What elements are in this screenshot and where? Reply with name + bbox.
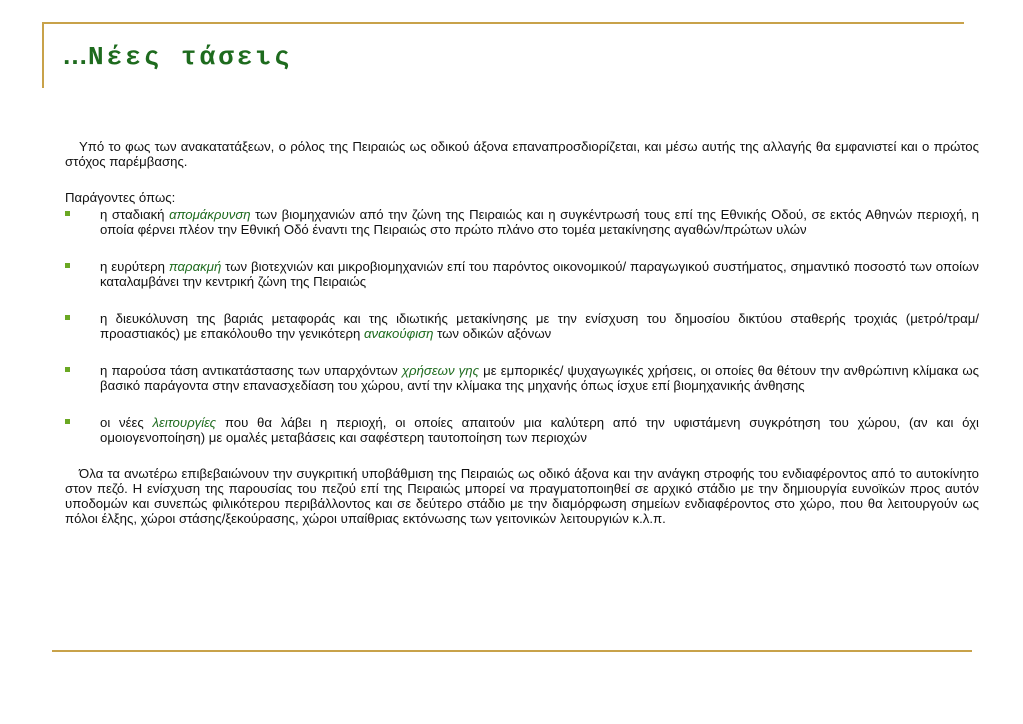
- highlight-term: χρήσεων γης: [401, 363, 480, 378]
- bullet-text: η ευρύτερη: [100, 259, 169, 274]
- square-bullet-icon: [65, 263, 70, 268]
- highlight-term: απομάκρυνση: [169, 207, 251, 222]
- intro-paragraph: Υπό το φως των ανακατατάξεων, ο ρόλος της Πειραιώς ως οδικού άξονα επαναπροσδιορίζεται, και μέσω αυτής της αλλαγής θα εμφανιστεί και ο πρώτος στόχος παρέμβασης.: [65, 139, 979, 169]
- highlight-term: παρακμή: [168, 259, 222, 274]
- highlight-term: λειτουργίες: [152, 415, 217, 430]
- bullet-text: των οδικών αξόνων: [433, 326, 552, 341]
- title-text: Νέες τάσεις: [88, 42, 293, 72]
- list-item: [65, 363, 979, 393]
- square-bullet-icon: [65, 211, 70, 216]
- square-bullet-icon: [65, 419, 70, 424]
- list-item: [65, 311, 979, 341]
- bullet-text: με εμπορικές/ ψυχαγωγικές χρήσεις, οι οποίες θα θέτουν την ανθρώπινη κλίμακα ως βασικό παράγοντα στην επανασχεδίαση του χώρου, αντί την κλίμακα της μηχανής όπως ίσχυε επί βιομηχανικής άνθησης: [100, 363, 979, 393]
- bullet-text: οι νέες: [100, 415, 153, 430]
- bullet-text: των βιομηχανιών από την ζώνη της Πειραιώς και η συγκέντρωσή τους επί της Εθνικής Οδού, σε εκτός Αθηνών περιοχή, η οποία φέρνει πλέον την Εθνική Οδό έναντι της Πειραιώς στο πρώτο πλάνο στο τομέα μετακίνησης αγαθών/πρώτων υλών: [100, 207, 979, 237]
- slide-title: [62, 40, 293, 72]
- list-item: [65, 415, 979, 445]
- bullet-text: η παρούσα τάση αντικατάστασης των υπαρχόντων: [100, 363, 402, 378]
- title-ellipsis: …: [62, 40, 88, 70]
- bullet-text: που θα λάβει η περιοχή, οι οποίες απαιτούν μια καλύτερη από την υφιστάμενη συγκρότηση του χώρου, (αν και όχι ομοιογενοποίηση) με ομαλές μεταβάσεις και σαφέστερη ταυτοποίηση των περιοχών: [100, 415, 979, 445]
- bullet-text: η σταδιακή: [100, 207, 170, 222]
- square-bullet-icon: [65, 367, 70, 372]
- left-rule: [42, 22, 44, 88]
- factors-list: [65, 207, 979, 445]
- list-item: [65, 259, 979, 289]
- slide-body: [65, 139, 979, 526]
- bullet-text: των βιοτεχνιών και μικροβιομηχανιών επί του παρόντος οικονομικού/ παραγωγικού συστήματος, σημαντικό ποσοστό των οποίων καταλαμβάνει την κεντρική ζώνη της Πειραιώς: [100, 259, 979, 289]
- factors-label: Παράγοντες όπως:: [65, 190, 176, 205]
- top-rule: [42, 22, 964, 24]
- square-bullet-icon: [65, 315, 70, 320]
- bullet-text: η διευκόλυνση της βαριάς μεταφοράς και της ιδιωτικής μετακίνησης με την ενίσχυση του δημοσίου δικτύου σταθερής τροχιάς (μετρό/τραμ/προαστιακός) με επακόλουθο την γενικότερη: [100, 311, 979, 341]
- bottom-rule: [52, 650, 972, 652]
- list-item: [65, 207, 979, 237]
- closing-paragraph: Όλα τα ανωτέρω επιβεβαιώνουν την συγκριτική υποβάθμιση της Πειραιώς ως οδικό άξονα και την ανάγκη στροφής του ενδιαφέροντος από το αυτοκίνητο στον πεζό. Η ενίσχυση της παρουσίας του πεζού επί της Πειραιώς μπορεί να πραγματοποιηθεί σε αρχικό στάδιο με την δημιουργία ευνοϊκών προς αυτόν υποδομών και συνεπώς φιλικότερου περιβάλλοντος και σε δεύτερο στάδιο με την διαμόρφωση σημείων ενδιαφέροντος στο χώρο, που θα λειτουργούν ως πόλοι έλξης, χώροι στάσης/ξεκούρασης, χώροι υπαίθριας εκτόνωσης των γειτονικών λειτουργιών κ.λ.π.: [65, 466, 979, 526]
- highlight-term: ανακούφιση: [363, 326, 434, 341]
